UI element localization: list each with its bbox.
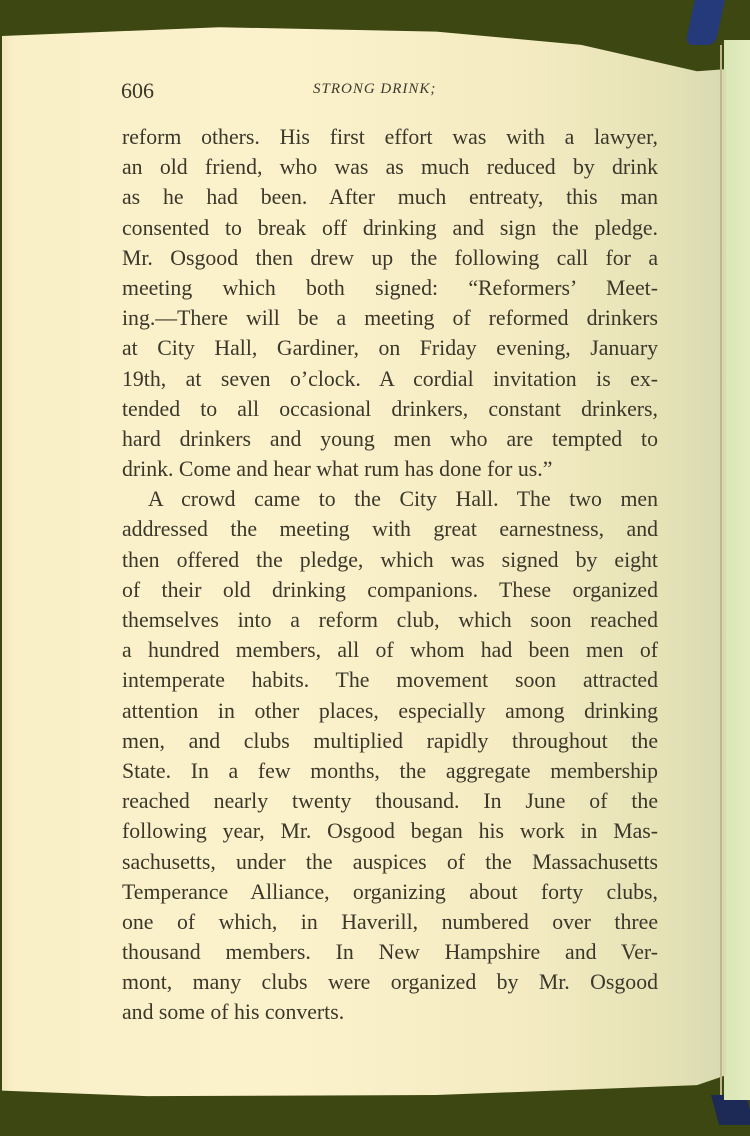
text-line: State. In a few months, the aggregate membership [122,758,658,783]
text-line: sachusetts, under the auspices of the Massachusetts [122,849,658,874]
running-title: STRONG DRINK; [313,81,437,97]
text-line: men, and clubs multiplied rapidly throughout the [122,728,658,753]
text-line: Temperance Alliance, organizing about forty clubs, [122,879,658,904]
text-line: tended to all occasional drinkers, constant drinkers, [122,396,658,421]
text-line: addressed the meeting with great earnestness, and [122,517,658,542]
text-line: consented to break off drinking and sign the pledge. [122,215,658,240]
text-line: ing.—There will be a meeting of reformed drinkers [122,306,658,331]
text-line: mont, many clubs were organized by Mr. Osgood [122,970,658,995]
text-line: hard drinkers and young men who are tempted to [122,426,658,451]
text-line: and some of his converts. [122,1000,345,1025]
text-line: Mr. Osgood then drew up the following call for a [122,245,658,270]
adjacent-page-edge [724,40,750,1100]
text-line: meeting which both signed: “Reformers’ Meet- [122,275,658,300]
text-line: drink. Come and hear what rum has done for us.” [122,457,553,482]
body-text [122,122,658,1028]
text-line: A crowd came to the City Hall. The two men [148,487,658,512]
text-line: a hundred members, all of whom had been men of [122,638,658,663]
page-number: 606 [121,78,154,103]
paragraph [122,122,658,484]
text-line: an old friend, who was as much reduced by drink [122,155,658,180]
text-line: as he had been. After much entreaty, this man [122,185,658,210]
page-header [121,78,661,108]
paragraph [122,484,658,1027]
text-line: thousand members. In New Hampshire and Ver- [122,940,658,965]
text-line: reached nearly twenty thousand. In June of the [122,789,658,814]
text-line: one of which, in Haverill, numbered over three [122,909,658,934]
text-line: attention in other places, especially among drinking [122,698,658,723]
text-line: of their old drinking companions. These organized [122,577,658,602]
text-line: then offered the pledge, which was signed by eight [122,547,658,572]
page-fold-line [720,45,722,1095]
text-line: themselves into a reform club, which soon reached [122,608,658,632]
text-line: at City Hall, Gardiner, on Friday evening, January [122,336,658,361]
text-line: 19th, at seven o’clock. A cordial invitation is ex- [122,366,658,391]
text-line: reform others. His first effort was with a lawyer, [122,125,658,149]
text-line: following year, Mr. Osgood began his work in Mas- [122,819,658,844]
text-line: intemperate habits. The movement soon attracted [122,668,658,693]
